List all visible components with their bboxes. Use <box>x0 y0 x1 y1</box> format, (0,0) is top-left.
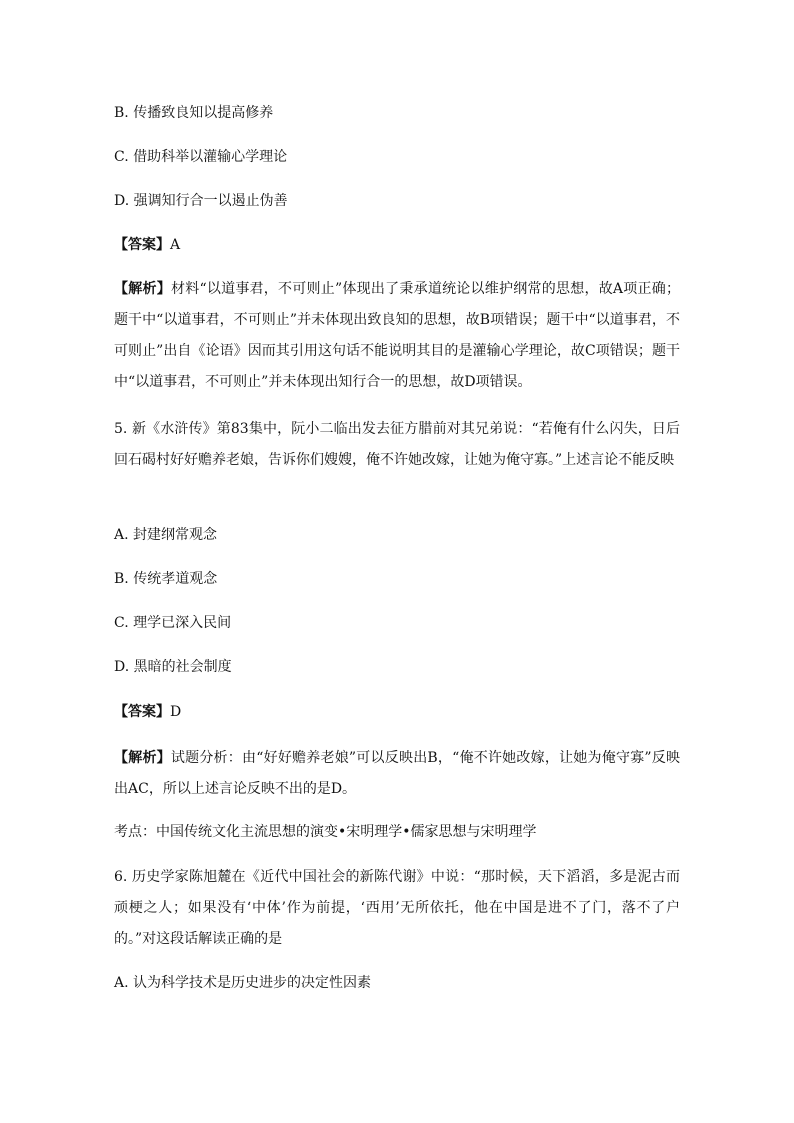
q5-answer-value: D <box>170 704 182 720</box>
q4-answer-value: A <box>170 237 181 253</box>
q5-analysis <box>114 743 680 805</box>
q5-answer <box>114 697 684 727</box>
q4-option-b: B. 传播致良知以提高修养 <box>114 105 274 121</box>
q4-analysis <box>114 274 680 398</box>
q4-option-c: C. 借助科举以灌输心学理论 <box>114 149 288 165</box>
q5-stem: 5. 新《水浒传》第83集中，阮小二临出发去征方腊前对其兄弟说：“若俺有什么闪失，日后回石碣村好好赡养老娘，告诉你们嫂嫂，俺不许她改嫁，让她为俺守寡。”上述言论不能反映 <box>114 421 680 468</box>
q5-option-c: C. 理学已深入民间 <box>114 615 232 631</box>
q5-option-a: A. 封建纲常观念 <box>114 527 218 543</box>
q5-analysis-text: 试题分析：由“好好赡养老娘”可以反映出B，“俺不许她改嫁，让她为俺守寡”反映出AC，所以上述言论反映不出的是D。 <box>114 750 680 797</box>
q4-option-d: D. 强调知行合一以遏止伪善 <box>114 193 288 209</box>
q5-option-d: D. 黑暗的社会制度 <box>114 659 232 675</box>
q6-option-a: A. 认为科学技术是历史进步的决定性因素 <box>114 975 372 991</box>
q4-analysis-text: 材料“以道事君，不可则止”体现出了秉承道统论以维护纲常的思想，故A项正确；题干中“以道事君，不可则止”并未体现出致良知的思想，故B项错误；题干中“以道事君，不可则止”出自《论语》因而其引用这句话不能说明其目的是灌输心学理论，故C项错误；题干中“以道事君，不可则止”并未体现出知行合一的思想，故D项错误。 <box>114 281 680 390</box>
q5-analysis-tag: 【解析】 <box>114 750 171 766</box>
q6-stem: 6. 历史学家陈旭麓在《近代中国社会的新陈代谢》中说：“那时候，天下滔滔，多是泥古而顽梗之人；如果没有‘中体’作为前提，‘西用’无所依托，他在中国是进不了门，落不了户的。”对这段话解读正确的是 <box>114 869 680 947</box>
q5-answer-tag: 【答案】 <box>114 704 170 720</box>
q4-analysis-tag: 【解析】 <box>114 281 171 297</box>
q5-option-b: B. 传统孝道观念 <box>114 571 218 587</box>
q4-answer <box>114 230 684 260</box>
q4-answer-tag: 【答案】 <box>114 237 170 253</box>
q5-kaodian: 考点：中国传统文化主流思想的演变•宋明理学•儒家思想与宋明理学 <box>114 824 537 840</box>
